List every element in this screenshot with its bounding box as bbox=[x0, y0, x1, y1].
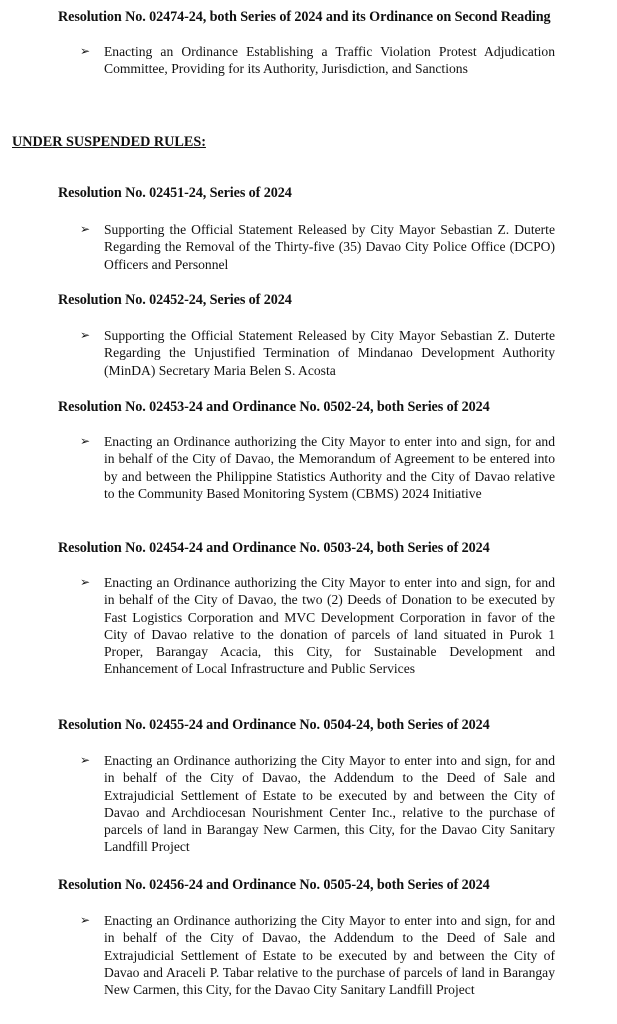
resolution-heading: Resolution No. 02451-24, Series of 2024 bbox=[58, 185, 292, 201]
arrow-bullet-icon: ➢ bbox=[80, 753, 91, 767]
resolution-description: Enacting an Ordinance authorizing the City Mayor to enter into and sign, for and in behalf of the City of Davao, the two (2) Deeds of Donation to be executed by Fast Logistics Corporation and MVC Development Corporation in favor of the City of Davao relative to the donation of parcels of land situated in Purok 1 Proper, Barangay Acacia, this City, for Sustainable Development and Enhancement of Local Infrastructure and Public Services bbox=[104, 575, 555, 677]
resolution-heading: Resolution No. 02455-24 and Ordinance No. 0504-24, both Series of 2024 bbox=[58, 717, 490, 733]
arrow-bullet-icon: ➢ bbox=[80, 328, 91, 342]
resolution-description: Enacting an Ordinance Establishing a Traffic Violation Protest Adjudication Committee, Providing for its Authority, Jurisdiction, and Sanctions bbox=[104, 44, 555, 77]
resolution-heading: Resolution No. 02474-24, both Series of 2024 and its Ordinance on Second Reading bbox=[58, 9, 551, 25]
resolution-description: Enacting an Ordinance authorizing the City Mayor to enter into and sign, for and in behalf of the City of Davao, the Addendum to the Deed of Sale and Extrajudicial Settlement of Estate to be executed by and between the City of Davao and Araceli P. Tabar relative to the purchase of parcels of land in Barangay New Carmen, this City, for the Davao City Sanitary Landfill Project bbox=[104, 913, 555, 998]
resolution-heading: Resolution No. 02453-24 and Ordinance No. 0502-24, both Series of 2024 bbox=[58, 399, 490, 415]
arrow-bullet-icon: ➢ bbox=[80, 44, 91, 58]
resolution-description: Supporting the Official Statement Released by City Mayor Sebastian Z. Duterte Regarding the Unjustified Termination of Mindanao Development Authority (MinDA) Secretary Maria Belen S. Acosta bbox=[104, 328, 555, 378]
section-title: UNDER SUSPENDED RULES: bbox=[12, 134, 206, 150]
arrow-bullet-icon: ➢ bbox=[80, 913, 91, 927]
arrow-bullet-icon: ➢ bbox=[80, 222, 91, 236]
arrow-bullet-icon: ➢ bbox=[80, 575, 91, 589]
resolution-description: Enacting an Ordinance authorizing the City Mayor to enter into and sign, for and in behalf of the City of Davao, the Addendum to the Deed of Sale and Extrajudicial Settlement of Estate to be executed by and between the City of Davao and Archdiocesan Nourishment Center Inc., relative to the purchase of parcels of land in Barangay New Carmen, this City, for the Davao City Sanitary Landfill Project bbox=[104, 753, 555, 855]
resolution-heading: Resolution No. 02454-24 and Ordinance No. 0503-24, both Series of 2024 bbox=[58, 540, 490, 556]
resolution-description: Supporting the Official Statement Released by City Mayor Sebastian Z. Duterte Regarding the Removal of the Thirty-five (35) Davao City Police Office (DCPO) Officers and Personnel bbox=[104, 222, 555, 272]
resolution-heading: Resolution No. 02456-24 and Ordinance No. 0505-24, both Series of 2024 bbox=[58, 877, 490, 893]
arrow-bullet-icon: ➢ bbox=[80, 434, 91, 448]
resolution-heading: Resolution No. 02452-24, Series of 2024 bbox=[58, 292, 292, 308]
resolution-description: Enacting an Ordinance authorizing the City Mayor to enter into and sign, for and in behalf of the City of Davao, the Memorandum of Agreement to be entered into by and between the Philippine Statistics Authority and the City of Davao relative to the Community Based Monitoring System (CBMS) 2024 Initiative bbox=[104, 434, 555, 501]
